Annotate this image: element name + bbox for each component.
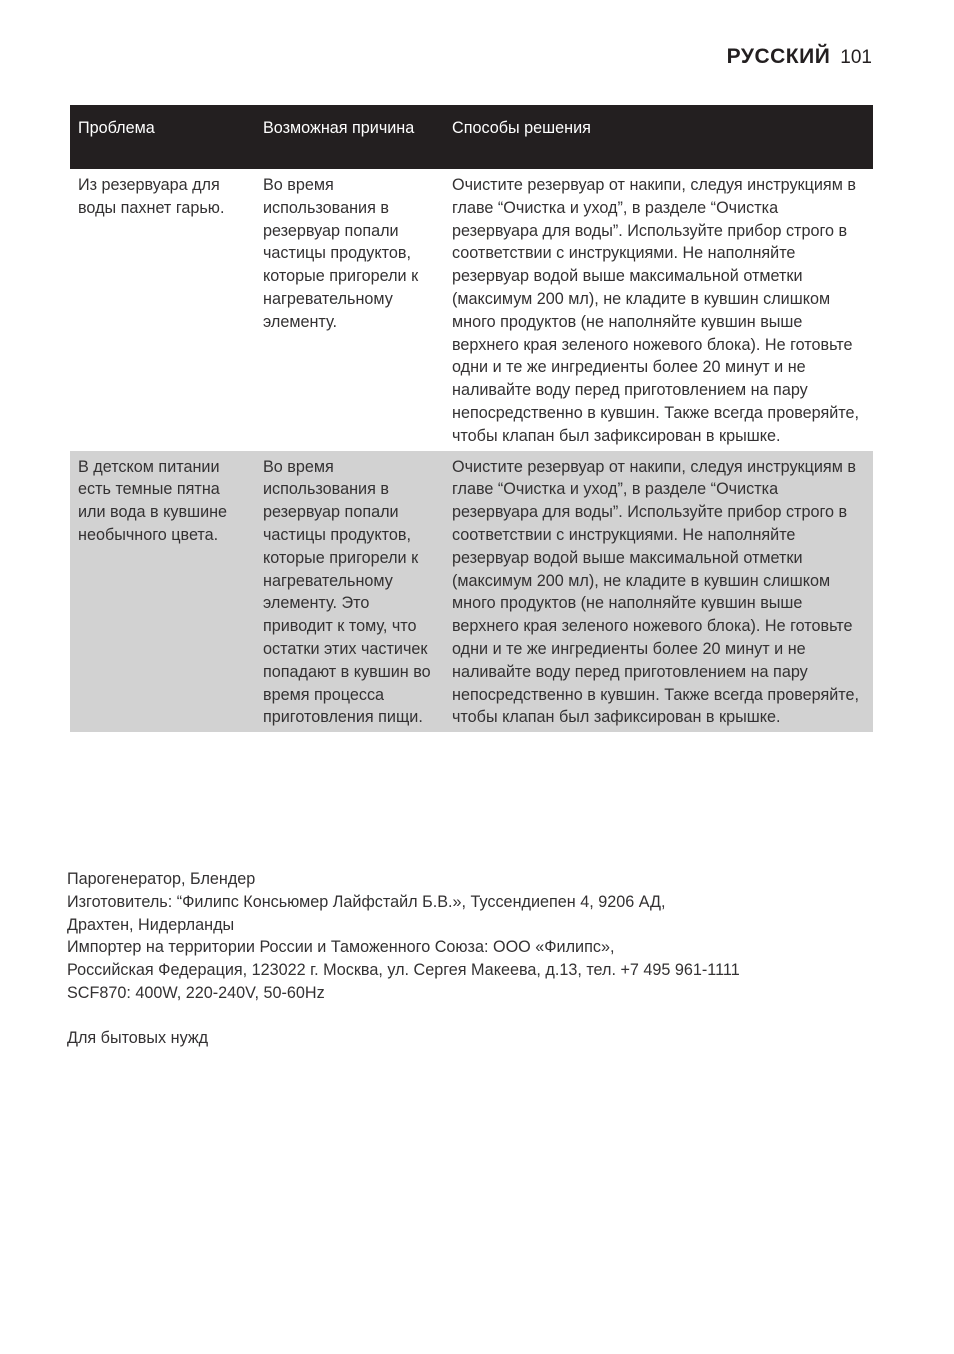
table-row [70, 451, 873, 733]
manufacturer-address-line: Драхтен, Нидерланды [67, 915, 235, 934]
page-number: 101 [840, 47, 872, 68]
importer-address-line: Российская Федерация, 123022 г. Москва, ул. Сергея Макеева, д.13, тел. +7 495 961-1111 [67, 961, 740, 980]
manufacturer-info [67, 868, 887, 1005]
solution-cell: Очистите резервуар от накипи, следуя инструкциям в главе “Очистка и уход”, в разделе “Очистка резервуара для воды”. Используйте прибор строго в соответствии с инструкциями. Не наполняйте резервуар водой выше максимальной отметки (максимум 200 мл), не кладите в кувшин слишком много продуктов (не наполняйте кувшин выше верхнего края зеленого ножевого блока). Не готовьте одни и те же ингредиенты более 20 минут и не наливайте воду перед приготовлением на пару непосредственно в кувшин. Также всегда проверяйте, чтобы клапан был зафиксирован в крышке. [452, 176, 859, 445]
table-row [70, 169, 873, 451]
column-header-cause: Возможная причина [255, 105, 444, 169]
solution-cell: Очистите резервуар от накипи, следуя инструкциям в главе “Очистка и уход”, в разделе “Очистка резервуара для воды”. Используйте прибор строго в соответствии с инструкциями. Не наполняйте резервуар водой выше максимальной отметки (максимум 200 мл), не кладите в кувшин слишком много продуктов (не наполняйте кувшин выше верхнего края зеленого ножевого блока). Не готовьте одни и те же ингредиенты более 20 минут и не наливайте воду перед приготовлением на пару непосредственно в кувшин. Также всегда проверяйте, чтобы клапан был зафиксирован в крышке. [444, 451, 873, 733]
table-header-row [70, 105, 873, 169]
manufacturer-line: Изготовитель: “Филипс Консьюмер Лайфстайл Б.В.», Туссендиепен 4, 9206 АД, [67, 892, 666, 911]
problem-cell: Из резервуара для воды пахнет гарью. [78, 176, 225, 217]
household-use-note: Для бытовых нужд [67, 1029, 209, 1047]
product-type-line: Парогенератор, Блендер [67, 870, 256, 888]
importer-line: Импортер на территории России и Таможенного Союза: ООО «Филипс», [67, 938, 615, 957]
power-rating-line: SCF870: 400W, 220-240V, 50-60Hz [67, 983, 325, 1002]
language-title: РУССКИЙ [726, 45, 831, 68]
column-header-solution: Способы решения [444, 105, 873, 169]
column-header-problem: Проблема [70, 105, 255, 169]
problem-cell: В детском питании есть темные пятна или вода в кувшине необычного цвета. [70, 451, 255, 733]
cause-cell: Во время использования в резервуар попали частицы продуктов, которые пригорели к нагревательному элементу. [263, 176, 419, 331]
cause-cell: Во время использования в резервуар попали частицы продуктов, которые пригорели к нагревательному элементу. Это приводит к тому, что остатки этих частичек попадают в кувшин во время процесса приготовления пищи. [255, 451, 444, 733]
troubleshooting-table [70, 105, 873, 732]
page-header [727, 45, 872, 69]
